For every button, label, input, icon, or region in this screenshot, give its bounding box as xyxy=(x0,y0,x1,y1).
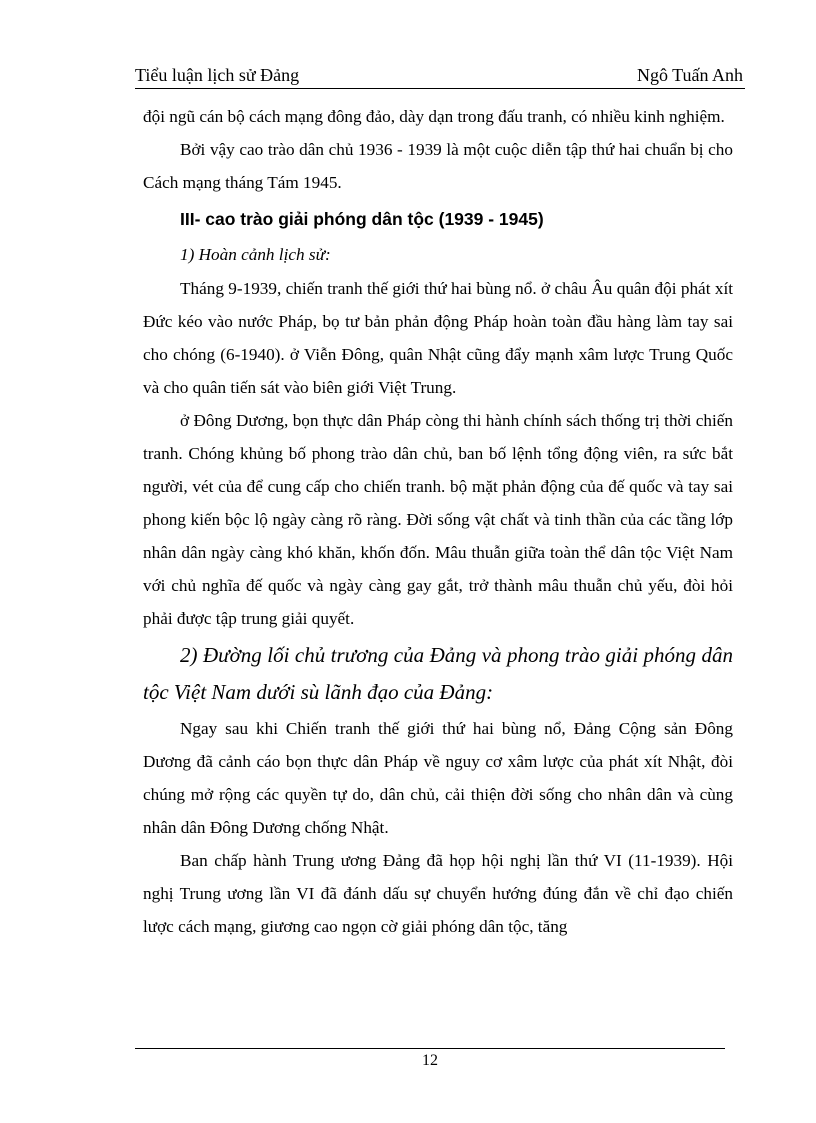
paragraph-conclusion: Bởi vậy cao trào dân chủ 1936 - 1939 là một cuộc diễn tập thứ hai chuẩn bị cho Cách mạng tháng Tám 1945. xyxy=(143,140,733,192)
paragraph-continuation: đội ngũ cán bộ cách mạng đông đảo, dày dạn trong đấu tranh, có nhiều kinh nghiệm. xyxy=(143,107,725,126)
page-number: 12 xyxy=(422,1052,438,1069)
footer-divider xyxy=(135,1048,725,1049)
page-body xyxy=(143,100,733,943)
section-heading-iii: III- cao trào giải phóng dân tộc (1939 - 1945) xyxy=(180,209,544,229)
paragraph-indochina: ở Đông Dương, bọn thực dân Pháp còng thi hành chính sách thống trị thời chiến tranh. Chóng khủng bố phong trào dân chủ, ban bố lệnh tổng động viên, ra sức bắt người, vét của để cung cấp cho chiến tranh. bộ mặt phản động của đế quốc và tay sai phong kiến bộc lộ ngày càng rõ ràng. Đời sống vật chất và tinh thần của các tầng lớp nhân dân ngày càng khó khăn, khốn đốn. Mâu thuẫn giữa toàn thể dân tộc Việt Nam với chủ nghĩa đế quốc và ngày càng gay gắt, trở thành mâu thuẫn chủ yếu, đòi hỏi phải được tập trung giải quyết. xyxy=(143,411,733,628)
header-document-title: Tiểu luận lịch sử Đảng xyxy=(135,65,300,85)
paragraph-party-warning: Ngay sau khi Chiến tranh thế giới thứ hai bùng nổ, Đảng Cộng sản Đông Dương đã cảnh cáo bọn thực dân Pháp về nguy cơ xâm lược của phát xít Nhật, đòi chúng mở rộng các quyền tự do, dân chủ, cải thiện đời sống cho nhân dân và cùng nhân dân Đông Dương chống Nhật. xyxy=(143,719,733,837)
paragraph-central-committee: Ban chấp hành Trung ương Đảng đã họp hội nghị lần thứ VI (11-1939). Hội nghị Trung ương lần VI đã đánh dấu sự chuyển hướng đúng đắn về chỉ đạo chiến lược cách mạng, giương cao ngọn cờ giải phóng dân tộc, tăng xyxy=(143,851,733,936)
subsection-heading-1: 1) Hoàn cảnh lịch sử: xyxy=(180,245,331,264)
paragraph-world-war: Tháng 9-1939, chiến tranh thế giới thứ hai bùng nổ. ở châu Âu quân đội phát xít Đức kéo vào nước Pháp, bọ tư bản phản động Pháp hoàn toàn đầu hàng làm tay sai cho chóng (6-1940). ở Viễn Đông, quân Nhật cũng đẩy mạnh xâm lược Trung Quốc và cho quân tiến sát vào biên giới Việt Trung. xyxy=(143,279,733,397)
subsection-heading-2: 2) Đường lối chủ trương của Đảng và phong trào giải phóng dân tộc Việt Nam dưới sù lãnh đạo của Đảng: xyxy=(143,643,733,704)
header-author-name: Ngô Tuấn Anh xyxy=(636,65,743,85)
page-header xyxy=(135,64,745,89)
